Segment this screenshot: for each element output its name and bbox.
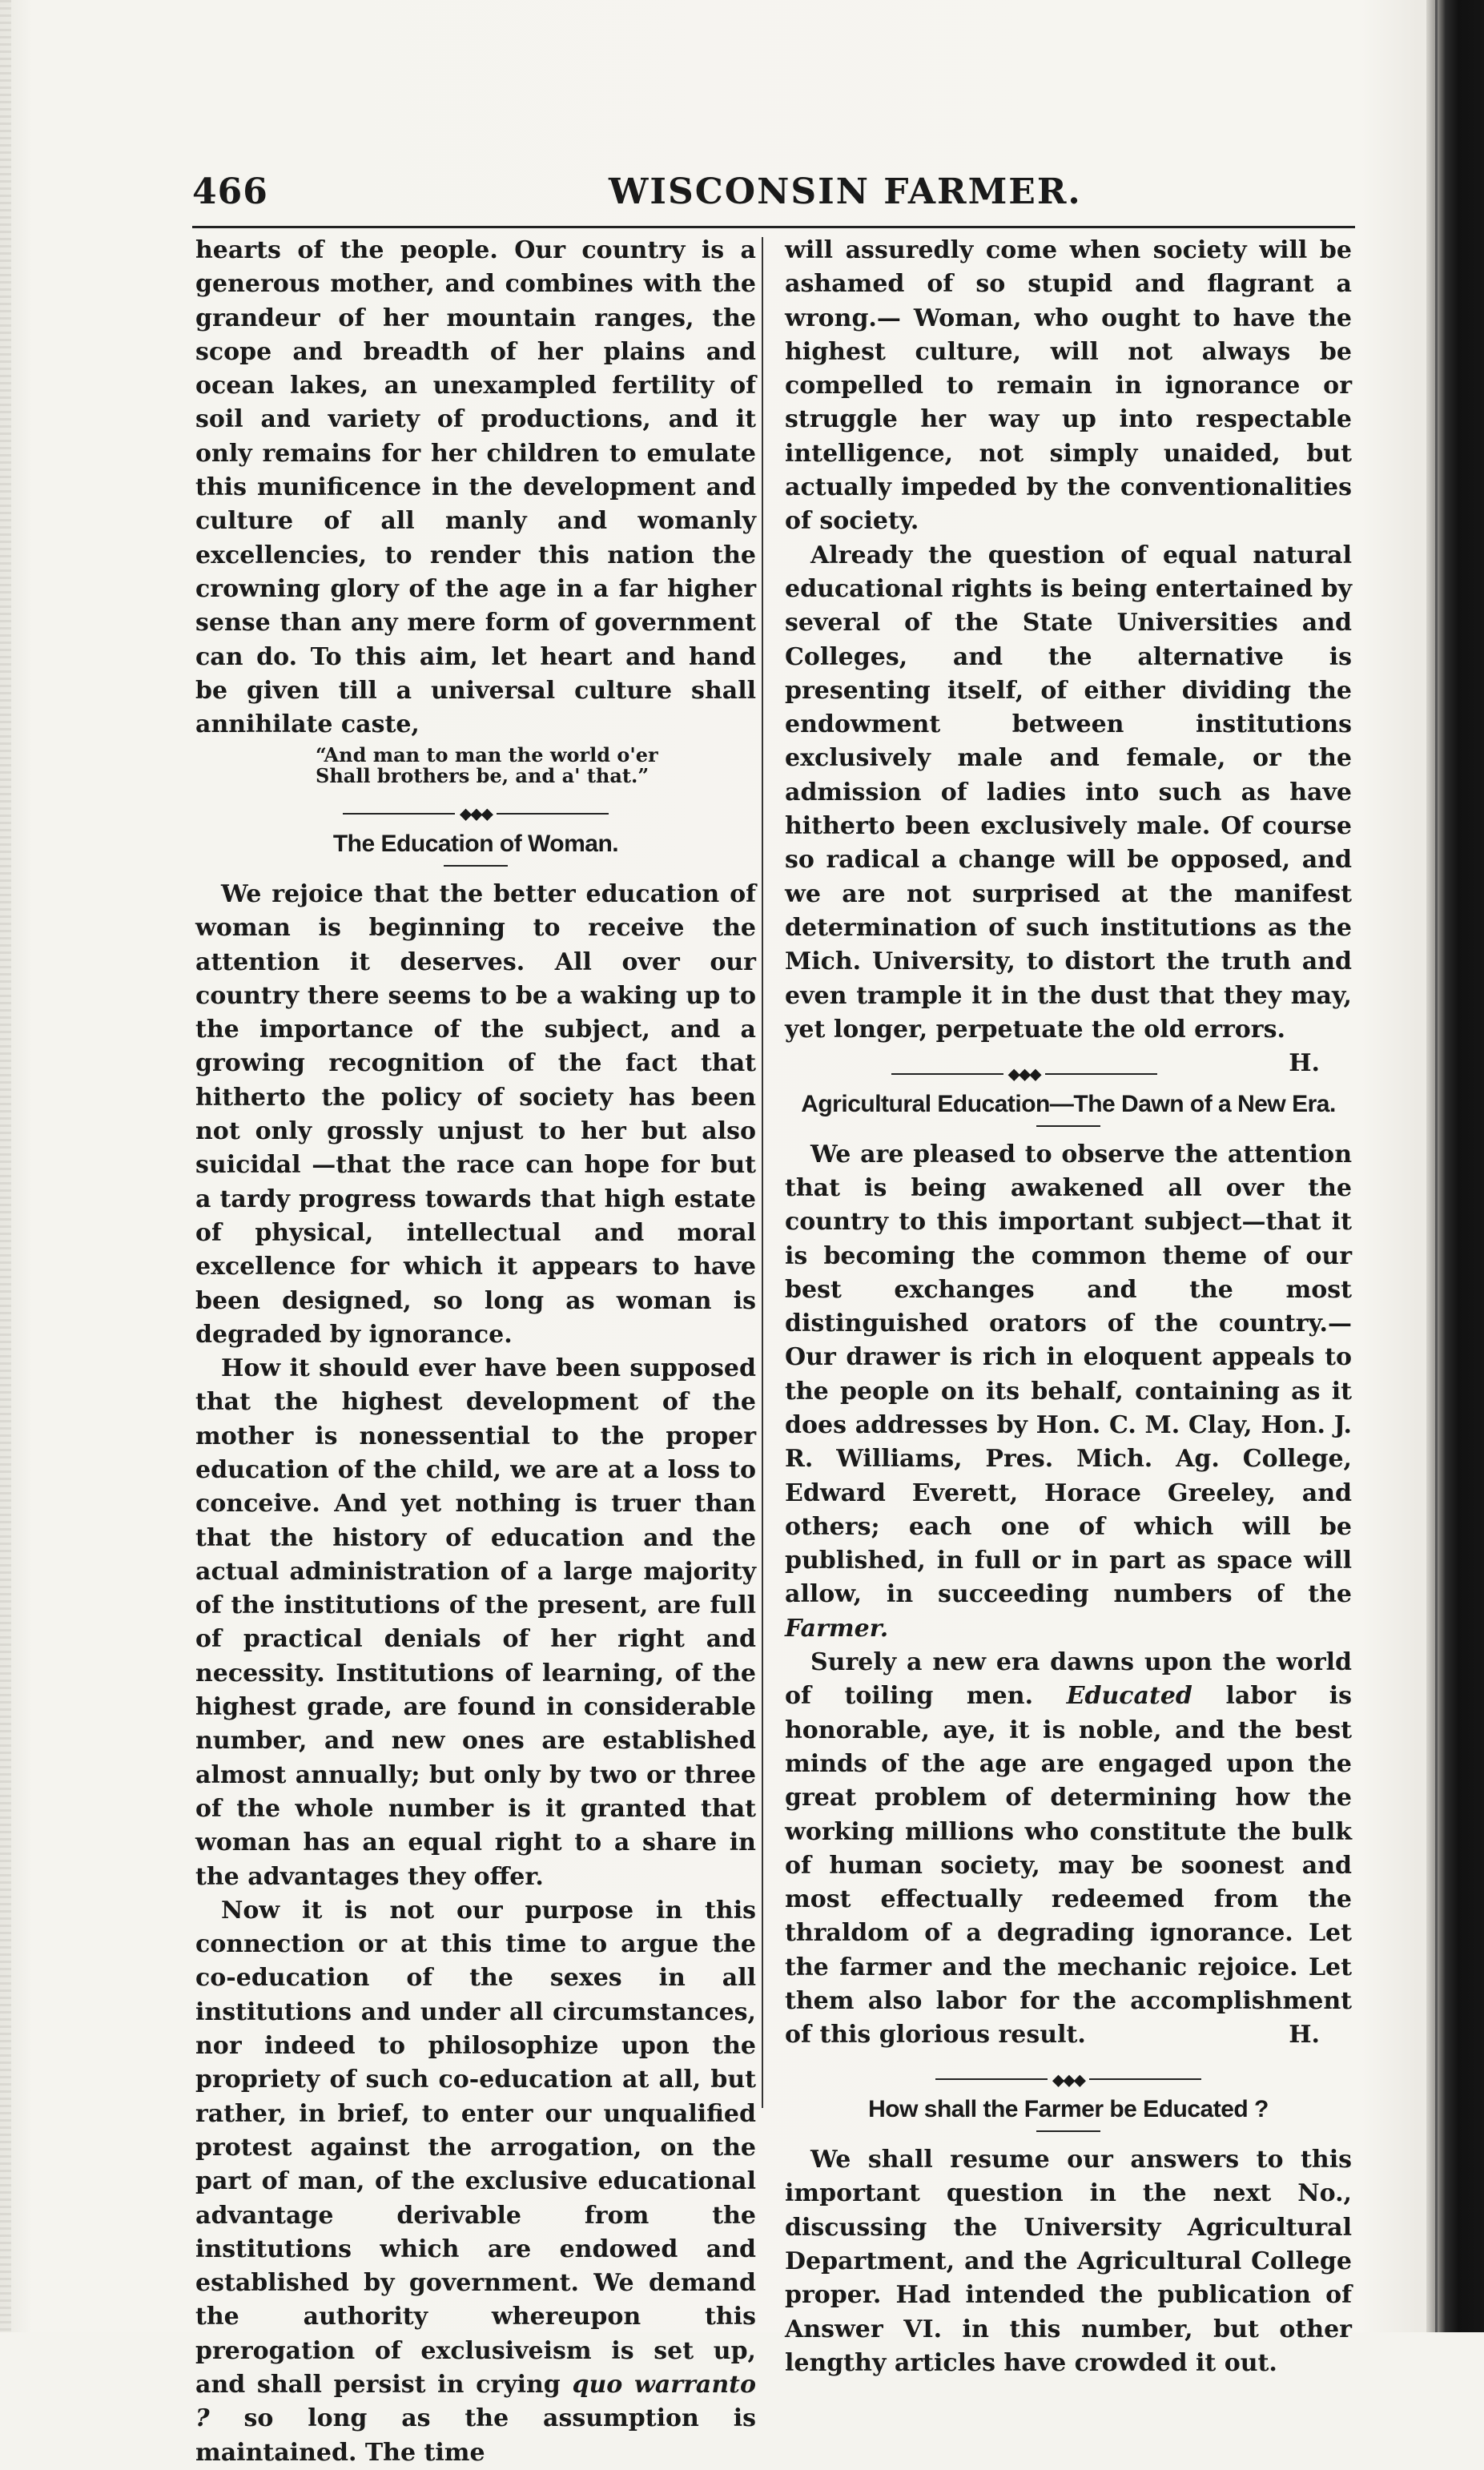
ornament-diamonds: ◆◆◆ [1052,2070,1085,2090]
article-paragraph [785,1138,1352,1646]
author-signature: H. [1289,2021,1320,2050]
ornament-bar [935,2078,1048,2080]
ornament-bar [497,813,609,815]
italic-phrase: quo warranto ? [195,2371,756,2433]
paragraph-text: labor is honorable, aye, it is noble, and the best minds of the age are engaged upon the great problem of determining how the working millions who constitute the bulk of human society, may be soonest and most effectually redeemed from the thraldom of a degrading ignorance. Let the farmer and the mechanic rejoice. Let them also labor for the accomplishment of this glorious result. [785,1682,1353,2050]
article-paragraph: We shall resume our answers to this important question in the next No., discussing the University Agricultural Department, and the Agricultural College proper. Had intended the publication of Answer VI. in this number, but other lengthy articles have crowded it out. [785,2146,1352,2377]
article-paragraph [195,1894,756,2470]
paragraph-text: Now it is not our purpose in this connection or at this time to argue the co-education of the sexes in all institutions and under all circumstances, nor indeed to philosophize upon the propriety of such co-education at all, but rather, in brief, to enter our unqualified protest against the arrogation, on the part of man, of the exclusive educational advantage derivable from the institutions which are endowed and established by government. We demand the authority whereupon this prerogation of exclusiveism is set up, and shall persist in crying [195,1896,756,2400]
section-ornament [785,1064,1352,1082]
section-ornament [195,804,756,822]
italic-phrase: Farmer. [785,1614,889,1643]
italic-phrase: Educated [1066,1682,1192,1711]
paragraph-text: so long as the assumption is maintained. The time [195,2404,756,2467]
continued-paragraph: hearts of the people. Our country is a generous mother, and combines with the grandeur of her mountain ranges, the scope and breadth of her plains and ocean lakes, an unexampled fertility of soil and variety of productions, and it only remains for her children to emulate this munificence in the development and culture of all manly and womanly excellencies, to render this nation the crowning glory of the age in a far higher sense than any mere form of government can do. To this aim, let heart and hand be given till a universal culture shall annihilate caste, [195,236,756,739]
ornament-diamonds: ◆◆◆ [459,803,493,823]
left-column [195,234,756,2470]
article-paragraph [785,539,1352,1078]
column-divider [762,237,763,2108]
page-number: 466 [192,171,268,212]
page-edge-shadow [0,0,11,2332]
ornament-bar [1045,1073,1157,1075]
section-ornament [785,2070,1352,2088]
article-paragraph [785,1646,1352,2053]
continued-paragraph: will assuredly come when society will be ashamed of so stupid and flagrant a wrong.— Woman, who ought to have the highest culture, will not always be compelled to remain in ignorance or struggle her way up into respectable intelligence, not simply unaided, but actually impeded by the conventionalities of society. [785,236,1352,536]
article-paragraph: How it should ever have been supposed that the highest development of the mother is nonessential to the proper education of the child, we are at a loss to conceive. And yet nothing is truer than that the history of education and the actual administration of a large majority of the institutions of the present, are full of practical denials of her right and necessity. Institutions of learning, of the highest grade, are found in considerable number, and new ones are established almost annually; but only by two or three of the whole number is it granted that woman has an equal right to a share in the advantages they offer. [195,1354,756,1891]
heading-rule [444,865,508,867]
running-title: WISCONSIN FARMER. [609,171,1082,212]
quote-line: “And man to man the world o'er [316,743,658,767]
paragraph-text: We are pleased to observe the attention that is being awakened all over the country to this important subject—that it is becoming the common theme of our best exchanges and the most distinguished orators of the country.— Our drawer is rich in eloquent appeals to the people on its behalf, containing as it does addresses by Hon. C. M. Clay, Hon. J. R. Williams, Pres. Mich. Ag. College, Edward Everett, Horace Greeley, and others; each one of which will be published, in full or in part as space will allow, in succeeding numbers of the [785,1140,1352,1609]
article-heading: Agricultural Education—The Dawn of a New Era. [801,1090,1336,1117]
ornament-bar [343,813,455,815]
article-heading: The Education of Woman. [332,830,619,857]
page-header [192,171,1361,219]
paragraph-text: Surely a new era dawns upon the world of toiling men. [785,1648,1352,1711]
ornament-bar [891,1073,1003,1075]
header-rule [192,226,1355,228]
poem-quote [316,745,756,786]
heading-rule [1036,1125,1100,1127]
paragraph-text: Already the question of equal natural educational rights is being entertained by several of the State Universities and Colleges, and the alternative is presenting itself, of either dividing the endowment between institutions exclusively male and female, or the admission of ladies into such as have hitherto been exclusively male. Of course so radical a change will be opposed, and we are not surprised at the manifest determination of such institutions as the Mich. University, to distort the truth and even trample it in the dust that they may, yet longer, perpetuate the old errors. [785,541,1352,1044]
right-column [785,234,1352,2380]
author-signature: H. [1289,1049,1320,1078]
quote-line: Shall brothers be, and a' that.” [316,764,650,788]
binding-line [1435,0,1438,2332]
heading-rule [1036,2130,1100,2132]
article-heading: How shall the Farmer be Educated ? [868,2096,1269,2123]
article-paragraph: We rejoice that the better education of woman is beginning to receive the attention it deserves. All over our country there seems to be a waking up to the importance of the subject, and a growing recognition of the fact that hitherto the policy of society has been not only grossly unjust to her but also suicidal —that the race can hope for but a tardy progress towards that high estate of physical, intellectual and moral excellence for which it appears to have been designed, so long as woman is degraded by ignorance. [195,879,756,1349]
ornament-diamonds: ◆◆◆ [1007,1064,1040,1084]
ornament-bar [1089,2078,1201,2080]
